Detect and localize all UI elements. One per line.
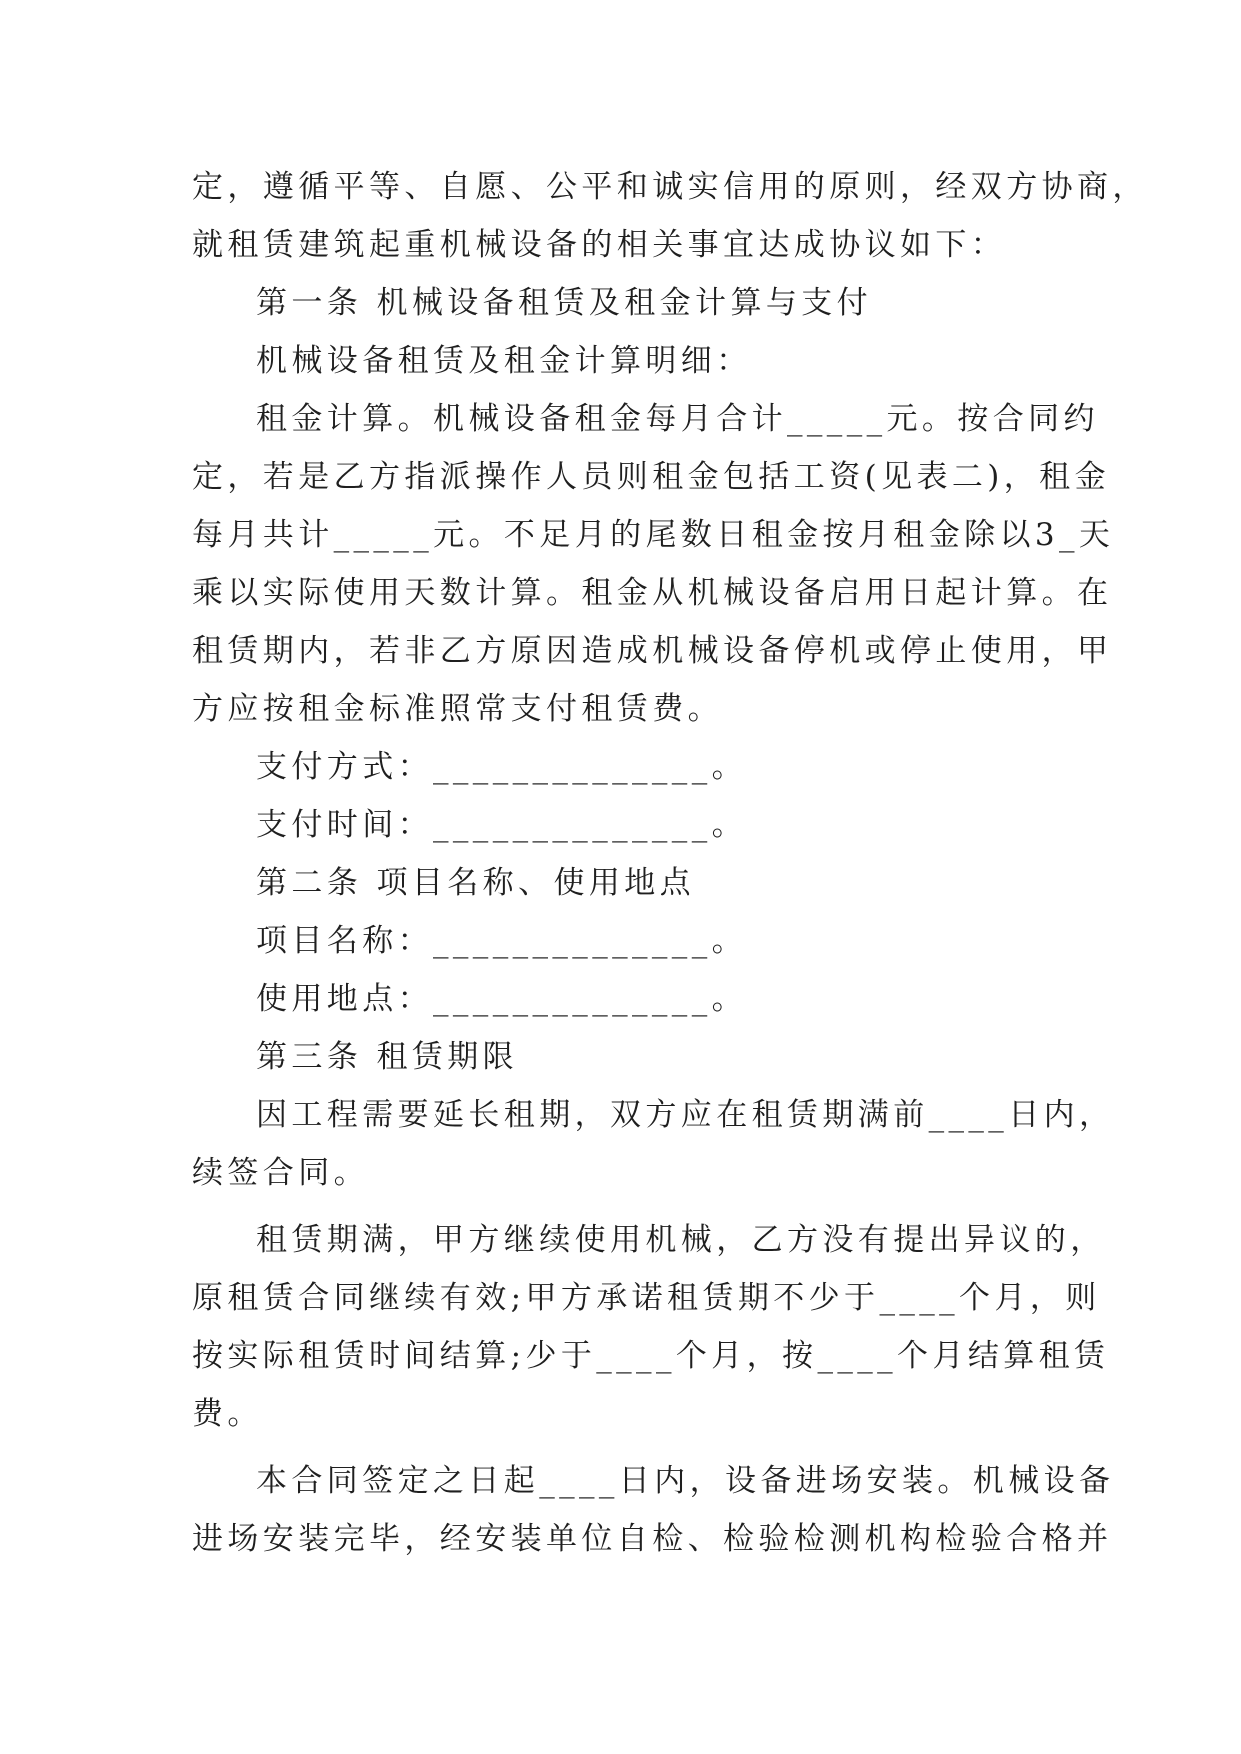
body-line: 方应按租金标准照常支付租赁费。 (192, 691, 723, 727)
body-line: 就租赁建筑起重机械设备的相关事宜达成协议如下： (192, 227, 1007, 263)
body-line: 乘以实际使用天数计算。租金从机械设备启用日起计算。在 (192, 575, 1113, 611)
body-line: 续签合同。 (192, 1155, 369, 1191)
body-line: 定，若是乙方指派操作人员则租金包括工资(见表二)，租金 (192, 459, 1110, 495)
body-line: 费。 (192, 1396, 263, 1432)
body-line: 租赁期满，甲方继续使用机械，乙方没有提出异议的， (256, 1222, 1106, 1258)
contract-body-text (192, 158, 1148, 1568)
body-line: 机械设备租赁及租金计算明细： (256, 343, 752, 379)
body-line: 每月共计_____元。不足月的尾数日租金按月租金除以3_天 (192, 517, 1115, 553)
body-line: 因工程需要延长租期，双方应在租赁期满前____日内， (256, 1097, 1115, 1133)
body-line: 租赁期内，若非乙方原因造成机械设备停机或停止使用，甲 (192, 633, 1113, 669)
usage-location-line: 使用地点：______________。 (256, 981, 747, 1017)
article-heading-1: 第一条 机械设备租赁及租金计算与支付 (256, 285, 873, 321)
payment-time-line: 支付时间：______________。 (256, 807, 747, 843)
body-line: 定，遵循平等、自愿、公平和诚实信用的原则，经双方协商， (192, 169, 1148, 205)
body-line: 原租赁合同继续有效;甲方承诺租赁期不少于____个月，则 (192, 1280, 1101, 1316)
body-line: 按实际租赁时间结算;少于____个月，按____个月结算租赁 (192, 1338, 1110, 1374)
body-line: 本合同签定之日起____日内，设备进场安装。机械设备 (256, 1463, 1115, 1499)
payment-method-line: 支付方式：______________。 (256, 749, 747, 785)
article-heading-2: 第二条 项目名称、使用地点 (256, 865, 696, 901)
article-heading-3: 第三条 租赁期限 (256, 1039, 519, 1075)
body-line: 进场安装完毕，经安装单位自检、检验检测机构检验合格并 (192, 1521, 1113, 1557)
project-name-line: 项目名称：______________。 (256, 923, 747, 959)
body-line: 租金计算。机械设备租金每月合计_____元。按合同约 (256, 401, 1099, 437)
